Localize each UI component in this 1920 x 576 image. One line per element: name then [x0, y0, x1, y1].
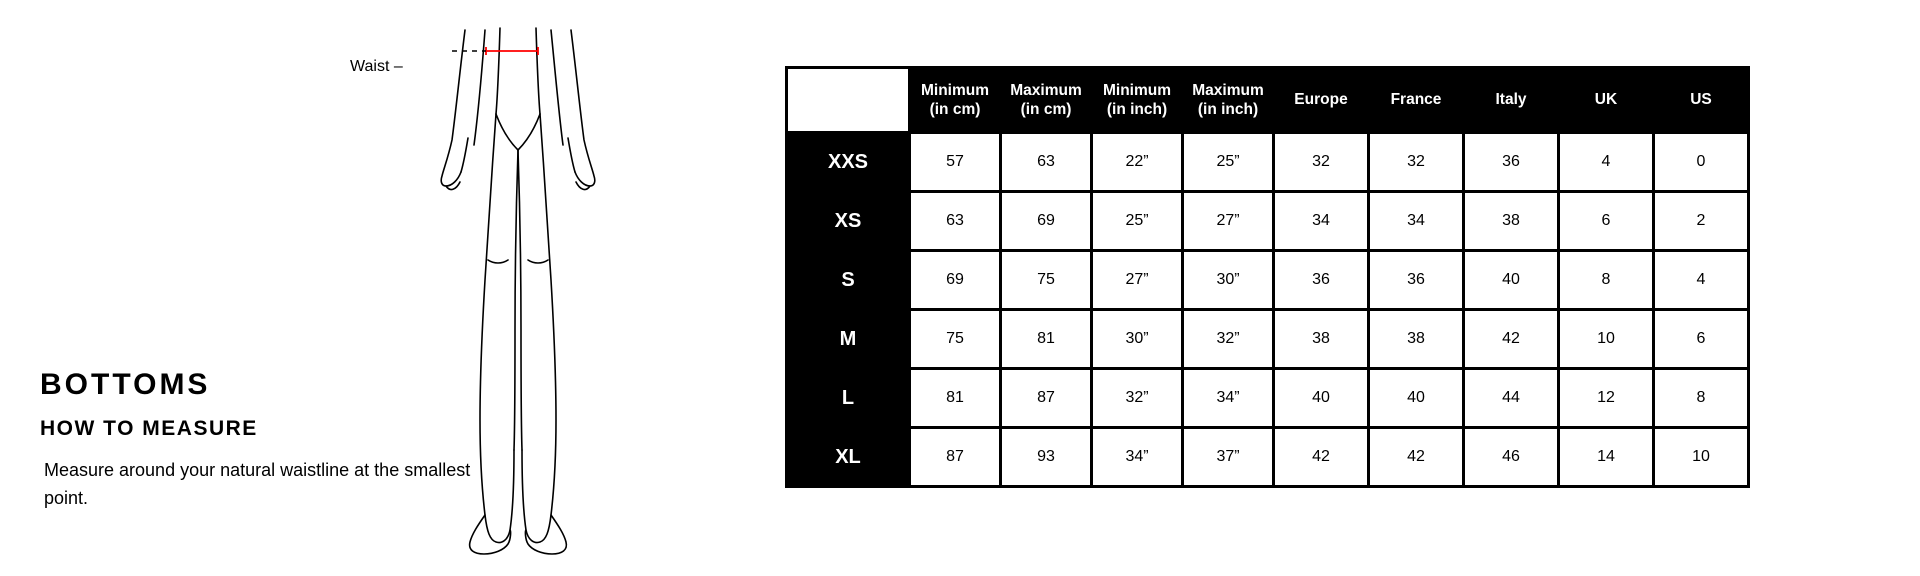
section-subtitle: HOW TO MEASURE: [40, 417, 258, 440]
cell-uk: 6: [1560, 193, 1652, 249]
cell-min-inch: 22”: [1093, 134, 1181, 190]
cell-us: 2: [1655, 193, 1747, 249]
row-size-label: S: [788, 252, 908, 308]
cell-max-inch: 37”: [1184, 429, 1272, 485]
cell-max-cm: 93: [1002, 429, 1090, 485]
column-header-min-cm: [911, 69, 999, 131]
row-size-label: XXS: [788, 134, 908, 190]
waist-label: Waist –: [350, 58, 403, 75]
column-header-france: France: [1370, 69, 1462, 131]
column-header-line1: Minimum: [920, 81, 990, 99]
cell-us: 6: [1655, 311, 1747, 367]
cell-min-cm: 69: [911, 252, 999, 308]
cell-europe: 36: [1275, 252, 1367, 308]
cell-uk: 8: [1560, 252, 1652, 308]
cell-france: 34: [1370, 193, 1462, 249]
table-row: [788, 370, 1747, 426]
cell-italy: 46: [1465, 429, 1557, 485]
header-corner: [788, 69, 908, 131]
table-row: [788, 193, 1747, 249]
cell-europe: 40: [1275, 370, 1367, 426]
page-title: BOTTOMS: [40, 368, 211, 401]
row-size-label: L: [788, 370, 908, 426]
cell-us: 10: [1655, 429, 1747, 485]
table-header-row: [788, 69, 1747, 131]
cell-min-inch: 30”: [1093, 311, 1181, 367]
cell-max-cm: 63: [1002, 134, 1090, 190]
table-row: [788, 311, 1747, 367]
column-header-line2: (in cm): [929, 101, 981, 118]
row-size-label: XL: [788, 429, 908, 485]
cell-italy: 42: [1465, 311, 1557, 367]
cell-us: 8: [1655, 370, 1747, 426]
table-row: [788, 134, 1747, 190]
cell-us: 4: [1655, 252, 1747, 308]
cell-italy: 38: [1465, 193, 1557, 249]
cell-france: 32: [1370, 134, 1462, 190]
size-chart-container: [785, 66, 1750, 488]
cell-max-cm: 87: [1002, 370, 1090, 426]
column-header-max-inch: [1184, 69, 1272, 131]
cell-min-cm: 81: [911, 370, 999, 426]
cell-europe: 32: [1275, 134, 1367, 190]
cell-min-cm: 63: [911, 193, 999, 249]
cell-max-cm: 75: [1002, 252, 1090, 308]
cell-uk: 4: [1560, 134, 1652, 190]
waist-measure-line: [486, 47, 538, 55]
cell-uk: 10: [1560, 311, 1652, 367]
cell-min-inch: 32”: [1093, 370, 1181, 426]
column-header-line2: (in cm): [1020, 101, 1072, 118]
cell-france: 42: [1370, 429, 1462, 485]
cell-europe: 38: [1275, 311, 1367, 367]
cell-europe: 34: [1275, 193, 1367, 249]
column-header-uk: UK: [1560, 69, 1652, 131]
column-header-italy: Italy: [1465, 69, 1557, 131]
lower-body-figure-icon: [430, 10, 690, 560]
cell-max-inch: 27”: [1184, 193, 1272, 249]
column-header-max-cm: [1002, 69, 1090, 131]
cell-max-inch: 34”: [1184, 370, 1272, 426]
cell-us: 0: [1655, 134, 1747, 190]
column-header-line1: Minimum: [1102, 81, 1172, 99]
cell-min-inch: 27”: [1093, 252, 1181, 308]
column-header-line2: (in inch): [1106, 101, 1168, 118]
cell-italy: 36: [1465, 134, 1557, 190]
figure-container: [350, 10, 690, 560]
measure-instructions: Measure around your natural waistline at the smallest point.: [44, 460, 471, 508]
cell-max-inch: 32”: [1184, 311, 1272, 367]
cell-uk: 14: [1560, 429, 1652, 485]
size-chart-table: [785, 66, 1750, 488]
cell-france: 38: [1370, 311, 1462, 367]
row-size-label: M: [788, 311, 908, 367]
column-header-europe: Europe: [1275, 69, 1367, 131]
cell-france: 40: [1370, 370, 1462, 426]
cell-min-inch: 34”: [1093, 429, 1181, 485]
bottoms-info-block: [40, 370, 480, 513]
cell-italy: 40: [1465, 252, 1557, 308]
cell-europe: 42: [1275, 429, 1367, 485]
cell-min-inch: 25”: [1093, 193, 1181, 249]
table-row: [788, 429, 1747, 485]
cell-max-cm: 69: [1002, 193, 1090, 249]
cell-min-cm: 75: [911, 311, 999, 367]
cell-france: 36: [1370, 252, 1462, 308]
cell-max-inch: 25”: [1184, 134, 1272, 190]
table-row: [788, 252, 1747, 308]
cell-uk: 12: [1560, 370, 1652, 426]
cell-italy: 44: [1465, 370, 1557, 426]
column-header-min-inch: [1093, 69, 1181, 131]
cell-max-cm: 81: [1002, 311, 1090, 367]
column-header-line1: Maximum: [1192, 81, 1264, 99]
column-header-us: US: [1655, 69, 1747, 131]
cell-max-inch: 30”: [1184, 252, 1272, 308]
cell-min-cm: 87: [911, 429, 999, 485]
row-size-label: XS: [788, 193, 908, 249]
column-header-line2: (in inch): [1197, 101, 1259, 118]
column-header-line1: Maximum: [1010, 81, 1082, 99]
cell-min-cm: 57: [911, 134, 999, 190]
